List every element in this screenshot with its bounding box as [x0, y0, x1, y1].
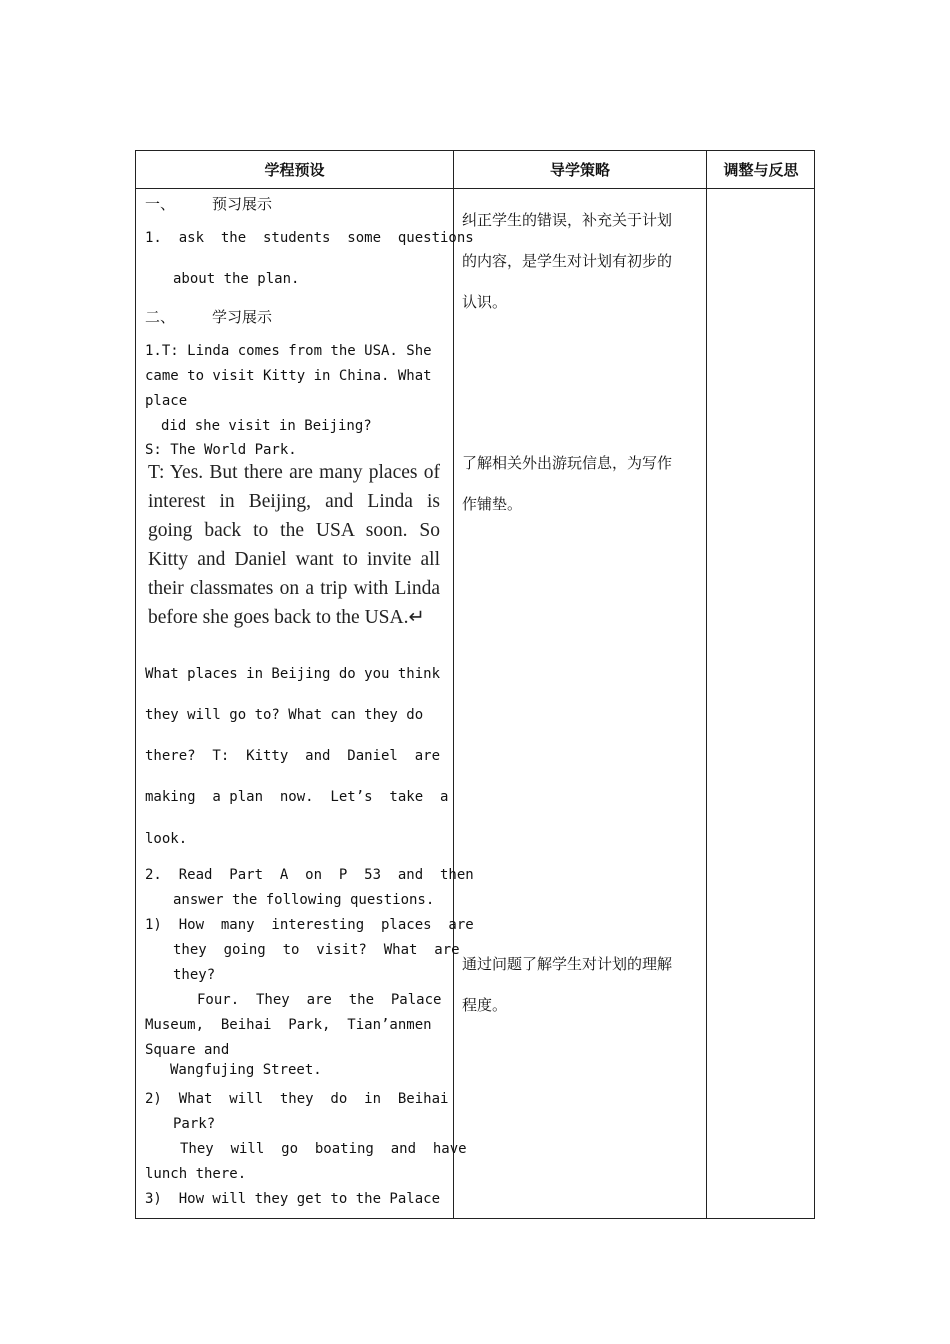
strategy-line: 认识。 — [462, 293, 508, 311]
text-line: place — [145, 393, 188, 409]
text-line: Four. They are the Palace — [197, 992, 442, 1008]
text-line: lunch there. — [145, 1166, 247, 1182]
text-line: they? — [173, 967, 216, 983]
strategy-line: 通过问题了解学生对计划的理解 — [462, 955, 673, 973]
text-line: What places in Beijing do you think — [145, 666, 441, 682]
text-line: Park? — [173, 1116, 216, 1132]
text-line: answer the following questions. — [173, 892, 435, 908]
text-line: S: The World Park. — [145, 442, 297, 458]
text-line: 2) What will they do in Beihai — [145, 1091, 449, 1107]
text-line: about the plan. — [173, 271, 300, 287]
header-adjust-reflect: 调整与反思 — [723, 161, 799, 179]
column-divider — [706, 151, 707, 1218]
strategy-line: 程度。 — [462, 996, 508, 1014]
lesson-plan-table — [135, 150, 815, 1219]
header-learning-preset: 学程预设 — [264, 161, 325, 179]
text-line: Wangfujing Street. — [170, 1062, 322, 1078]
text-line: they will go to? What can they do — [145, 707, 424, 723]
text-line: 1) How many interesting places are — [145, 917, 474, 933]
scanned-paragraph: T: Yes. But there are many places of interest in Beijing, and Linda is going back to the USA soon. So Kitty and Daniel want to invite all their classmates on a trip with Linda before she goes back to the USA.↵ — [148, 462, 440, 628]
text-line: they going to visit? What are — [173, 942, 460, 958]
text-line: 2. Read Part A on P 53 and then — [145, 867, 474, 883]
header-divider — [136, 188, 814, 189]
text-line: did she visit in Beijing? — [161, 418, 372, 434]
section-title: 学习展示 — [212, 308, 273, 326]
text-line: They will go boating and have — [180, 1141, 467, 1157]
strategy-line: 纠正学生的错误，补充关于计划 — [462, 211, 673, 229]
text-line: 1.T: Linda comes from the USA. She — [145, 343, 432, 359]
section-number: 一、 — [145, 195, 176, 213]
text-line: Square and — [145, 1042, 230, 1058]
text-line: look. — [145, 831, 188, 847]
text-line: 3) How will they get to the Palace — [145, 1191, 441, 1207]
header-guidance-strategy: 导学策略 — [549, 161, 610, 179]
text-line: Museum, Beihai Park, Tian’anmen — [145, 1017, 432, 1033]
section-number: 二、 — [145, 308, 176, 326]
text-line: 1. ask the students some questions — [145, 230, 474, 246]
strategy-line: 了解相关外出游玩信息，为写作 — [462, 454, 673, 472]
strategy-line: 的内容，是学生对计划有初步的 — [462, 252, 673, 270]
strategy-line: 作铺垫。 — [462, 495, 523, 513]
text-line: there? T: Kitty and Daniel are — [145, 748, 441, 764]
text-line: making a plan now. Let’s take a — [145, 789, 449, 805]
column-divider — [453, 151, 454, 1218]
section-title: 预习展示 — [212, 195, 273, 213]
text-line: came to visit Kitty in China. What — [145, 368, 432, 384]
